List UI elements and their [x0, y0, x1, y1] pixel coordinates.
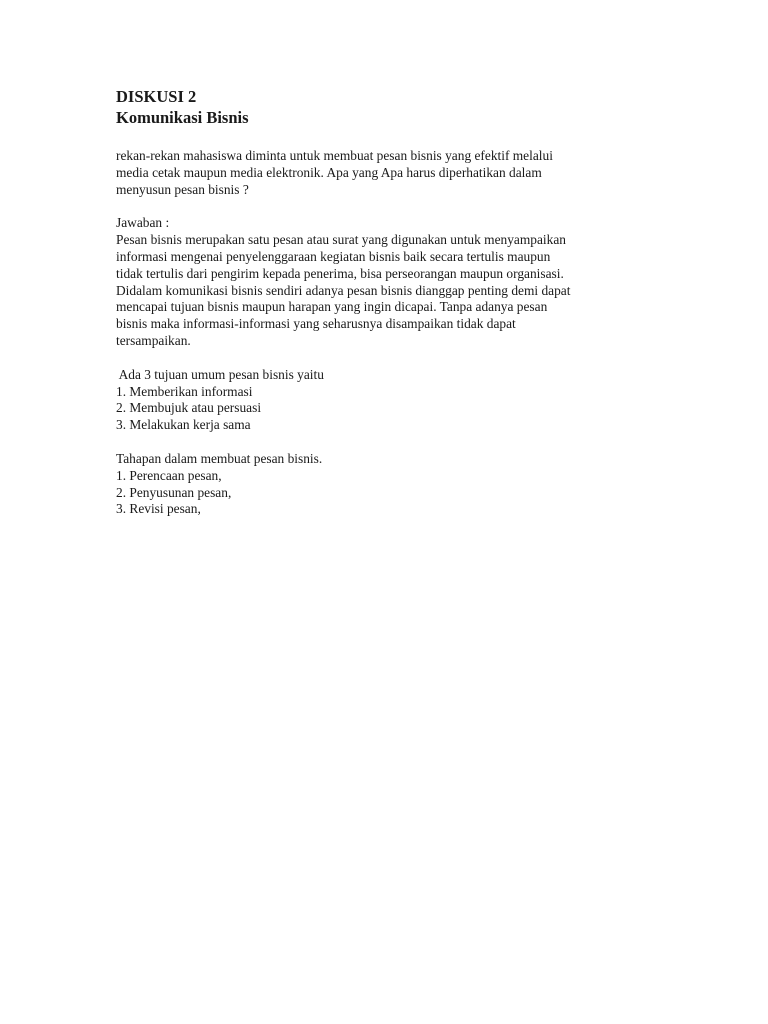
document-page: [116, 86, 656, 518]
stages-list-item: 2. Penyusunan pesan,: [116, 484, 232, 500]
title-line-1: DISKUSI 2: [116, 87, 197, 106]
document-title: [116, 86, 656, 128]
question-line: menyusun pesan bisnis ?: [116, 181, 249, 197]
question-line: rekan-rekan mahasiswa diminta untuk membuat pesan bisnis yang efektif melalui: [116, 148, 553, 163]
stages-intro: Tahapan dalam membuat pesan bisnis.: [116, 450, 323, 466]
goals-list-item: 1. Memberikan informasi: [116, 383, 253, 399]
answer-line: tidak tertulis dari pengirim kepada penerima, bisa perseorangan maupun organisasi.: [116, 265, 564, 281]
goals-list-item: 2. Membujuk atau persuasi: [116, 400, 262, 416]
answer-line: bisnis maka informasi-informasi yang seharusnya disampaikan tidak dapat: [116, 316, 516, 332]
answer-line: Pesan bisnis merupakan satu pesan atau surat yang digunakan untuk menyampaikan: [116, 232, 566, 248]
goals-intro: Ada 3 tujuan umum pesan bisnis yaitu: [116, 366, 324, 382]
goals-list-item: 3. Melakukan kerja sama: [116, 417, 251, 433]
stages-list-item: 3. Revisi pesan,: [116, 501, 201, 517]
question-paragraph: [116, 148, 656, 198]
answer-line: Didalam komunikasi bisnis sendiri adanya pesan bisnis dianggap penting demi dapat: [116, 282, 571, 298]
answer-line: informasi mengenai penyelenggaraan kegiatan bisnis baik secara tertulis maupun: [116, 248, 551, 264]
stages-section: [116, 451, 656, 518]
answer-line: mencapai tujuan bisnis maupun harapan yang ingin dicapai. Tanpa adanya pesan: [116, 299, 548, 315]
answer-section: [116, 215, 656, 349]
stages-list-item: 1. Perencaan pesan,: [116, 467, 222, 483]
question-line: media cetak maupun media elektronik. Apa yang Apa harus diperhatikan dalam: [116, 164, 542, 180]
answer-label: Jawaban :: [116, 215, 170, 231]
title-line-2: Komunikasi Bisnis: [116, 108, 249, 127]
answer-line: tersampaikan.: [116, 332, 191, 348]
goals-section: [116, 367, 656, 434]
